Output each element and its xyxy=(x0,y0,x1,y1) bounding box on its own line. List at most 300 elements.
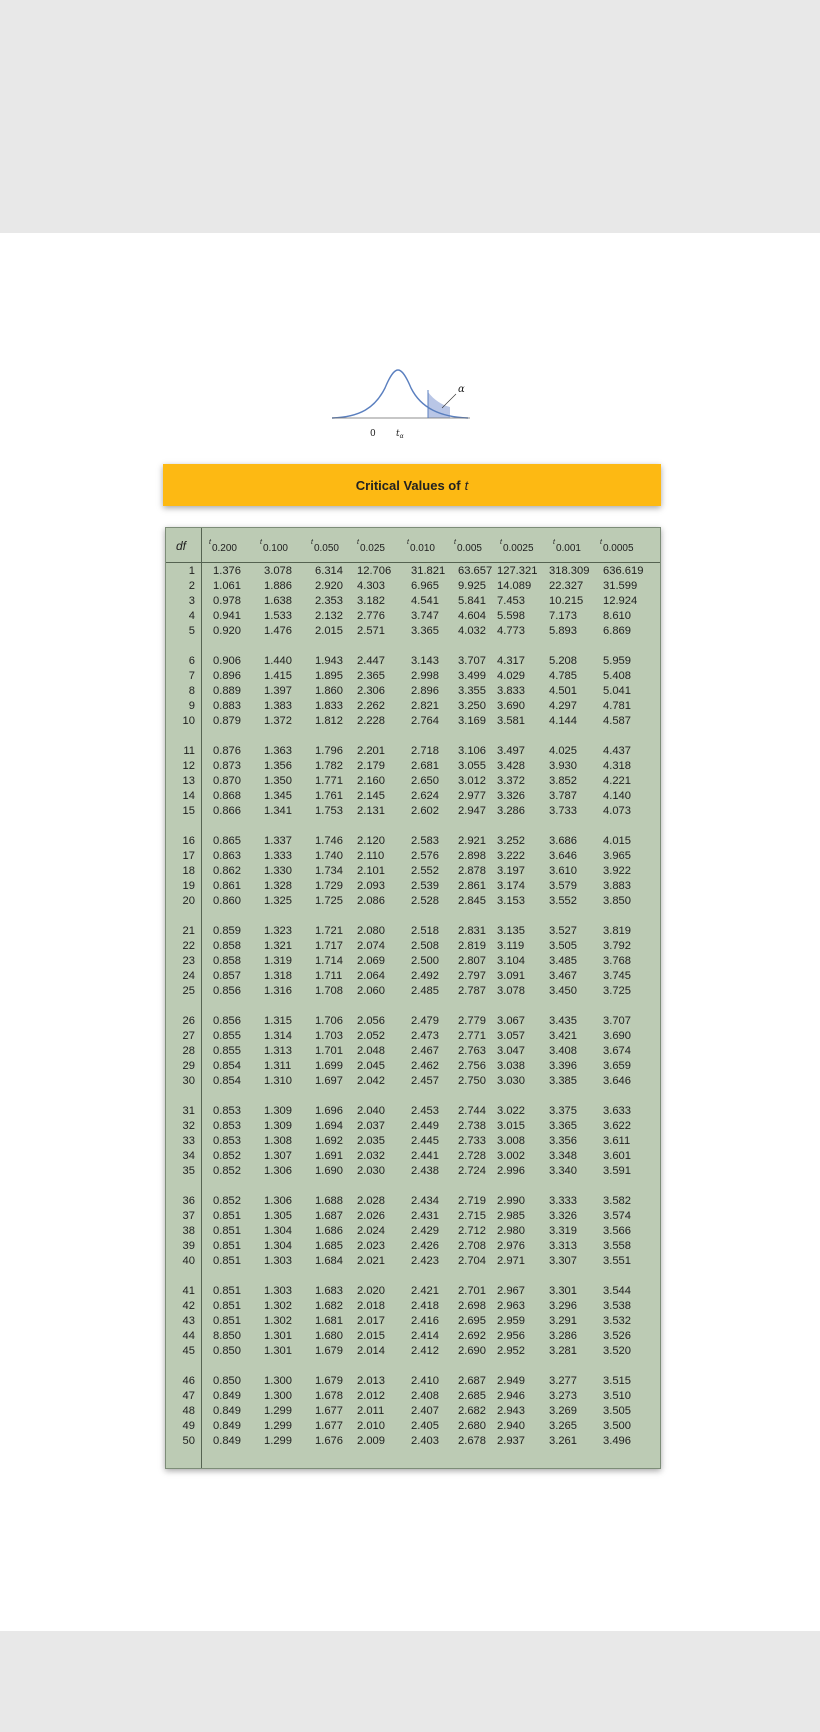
value-cell: 1.307 xyxy=(264,1150,292,1162)
value-cell: 2.485 xyxy=(411,985,439,997)
df-cell: 40 xyxy=(182,1255,195,1267)
value-cell: 4.025 xyxy=(549,745,577,757)
table-row xyxy=(166,1044,660,1059)
value-cell: 1.314 xyxy=(264,1030,292,1042)
value-cell: 2.052 xyxy=(357,1030,385,1042)
value-cell: 4.781 xyxy=(603,700,631,712)
df-cell: 23 xyxy=(182,955,195,967)
value-cell: 1.306 xyxy=(264,1195,292,1207)
value-cell: 3.119 xyxy=(497,940,525,952)
value-cell: 3.012 xyxy=(458,775,486,787)
value-cell: 2.695 xyxy=(458,1315,486,1327)
value-cell: 1.303 xyxy=(264,1255,292,1267)
value-cell: 4.317 xyxy=(497,655,525,667)
value-cell: 2.421 xyxy=(411,1285,439,1297)
df-cell: 5 xyxy=(188,625,195,637)
value-cell: 0.854 xyxy=(213,1075,241,1087)
table-row xyxy=(166,939,660,954)
value-cell: 3.408 xyxy=(549,1045,577,1057)
value-cell: 4.029 xyxy=(497,670,525,682)
value-cell: 2.996 xyxy=(497,1165,525,1177)
value-cell: 3.182 xyxy=(357,595,385,607)
value-cell: 2.963 xyxy=(497,1300,525,1312)
value-cell: 3.265 xyxy=(549,1420,577,1432)
df-cell: 43 xyxy=(182,1315,195,1327)
value-cell: 2.365 xyxy=(357,670,385,682)
value-cell: 3.286 xyxy=(497,805,525,817)
table-row xyxy=(166,759,660,774)
col-header: $^t_{0.001}$ xyxy=(553,539,581,554)
value-cell: 1.301 xyxy=(264,1345,292,1357)
value-cell: 3.307 xyxy=(549,1255,577,1267)
value-cell: 1.304 xyxy=(264,1240,292,1252)
value-cell: 3.002 xyxy=(497,1150,525,1162)
value-cell: 6.869 xyxy=(603,625,631,637)
table-row xyxy=(166,714,660,729)
df-header: df xyxy=(176,539,187,553)
value-cell: 3.421 xyxy=(549,1030,577,1042)
table-row xyxy=(166,879,660,894)
value-cell: 0.851 xyxy=(213,1315,241,1327)
value-cell: 1.310 xyxy=(264,1075,292,1087)
value-cell: 2.687 xyxy=(458,1375,486,1387)
value-cell: 2.015 xyxy=(357,1330,385,1342)
value-cell: 1.323 xyxy=(264,925,292,937)
row-group xyxy=(166,1284,660,1374)
df-cell: 14 xyxy=(182,790,195,802)
value-cell: 1.812 xyxy=(315,715,343,727)
value-cell: 2.407 xyxy=(411,1405,439,1417)
value-cell: 4.773 xyxy=(497,625,525,637)
table-row xyxy=(166,1104,660,1119)
value-cell: 3.883 xyxy=(603,880,631,892)
value-cell: 2.937 xyxy=(497,1435,525,1447)
value-cell: 2.650 xyxy=(411,775,439,787)
df-cell: 24 xyxy=(182,970,195,982)
value-cell: 2.037 xyxy=(357,1120,385,1132)
critical-values-table xyxy=(165,527,661,1469)
value-cell: 3.622 xyxy=(603,1120,631,1132)
value-cell: 0.851 xyxy=(213,1285,241,1297)
value-cell: 2.014 xyxy=(357,1345,385,1357)
value-cell: 0.859 xyxy=(213,925,241,937)
value-cell: 1.315 xyxy=(264,1015,292,1027)
value-cell: 2.011 xyxy=(357,1405,385,1417)
value-cell: 2.779 xyxy=(458,1015,486,1027)
table-row xyxy=(166,969,660,984)
value-cell: 3.792 xyxy=(603,940,631,952)
value-cell: 2.704 xyxy=(458,1255,486,1267)
df-cell: 34 xyxy=(182,1150,195,1162)
value-cell: 4.221 xyxy=(603,775,631,787)
value-cell: 2.453 xyxy=(411,1105,439,1117)
value-cell: 1.676 xyxy=(315,1435,343,1447)
value-cell: 0.849 xyxy=(213,1390,241,1402)
value-cell: 3.222 xyxy=(497,850,525,862)
value-cell: 2.680 xyxy=(458,1420,486,1432)
value-cell: 2.583 xyxy=(411,835,439,847)
value-cell: 3.291 xyxy=(549,1315,577,1327)
value-cell: 2.015 xyxy=(315,625,343,637)
value-cell: 2.048 xyxy=(357,1045,385,1057)
value-cell: 2.733 xyxy=(458,1135,486,1147)
value-cell: 0.852 xyxy=(213,1195,241,1207)
value-cell: 2.712 xyxy=(458,1225,486,1237)
value-cell: 1.330 xyxy=(264,865,292,877)
value-cell: 2.408 xyxy=(411,1390,439,1402)
value-cell: 1.696 xyxy=(315,1105,343,1117)
value-cell: 0.849 xyxy=(213,1405,241,1417)
value-cell: 2.819 xyxy=(458,940,486,952)
df-cell: 7 xyxy=(188,670,195,682)
value-cell: 7.173 xyxy=(549,610,577,622)
value-cell: 2.738 xyxy=(458,1120,486,1132)
value-cell: 2.080 xyxy=(357,925,385,937)
value-cell: 0.879 xyxy=(213,715,241,727)
value-cell: 5.208 xyxy=(549,655,577,667)
value-cell: 3.500 xyxy=(603,1420,631,1432)
value-cell: 3.047 xyxy=(497,1045,525,1057)
value-cell: 2.086 xyxy=(357,895,385,907)
value-cell: 3.527 xyxy=(549,925,577,937)
df-cell: 2 xyxy=(188,580,195,592)
value-cell: 1.761 xyxy=(315,790,343,802)
value-cell: 3.520 xyxy=(603,1345,631,1357)
value-cell: 3.532 xyxy=(603,1315,631,1327)
value-cell: 3.143 xyxy=(411,655,439,667)
df-cell: 15 xyxy=(182,805,195,817)
col-header: $^t_{0.100}$ xyxy=(260,539,288,554)
table-row xyxy=(166,804,660,819)
value-cell: 2.956 xyxy=(497,1330,525,1342)
value-cell: 2.414 xyxy=(411,1330,439,1342)
value-cell: 2.967 xyxy=(497,1285,525,1297)
df-cell: 50 xyxy=(182,1435,195,1447)
value-cell: 3.348 xyxy=(549,1150,577,1162)
value-cell: 2.896 xyxy=(411,685,439,697)
value-cell: 2.179 xyxy=(357,760,385,772)
value-cell: 2.690 xyxy=(458,1345,486,1357)
value-cell: 2.685 xyxy=(458,1390,486,1402)
value-cell: 0.857 xyxy=(213,970,241,982)
df-cell: 45 xyxy=(182,1345,195,1357)
value-cell: 127.321 xyxy=(497,565,538,577)
value-cell: 3.833 xyxy=(497,685,525,697)
value-cell: 3.435 xyxy=(549,1015,577,1027)
value-cell: 2.861 xyxy=(458,880,486,892)
value-cell: 1.711 xyxy=(315,970,343,982)
value-cell: 2.821 xyxy=(411,700,439,712)
value-cell: 3.674 xyxy=(603,1045,631,1057)
value-cell: 1.717 xyxy=(315,940,343,952)
value-cell: 1.678 xyxy=(315,1390,343,1402)
value-cell: 2.990 xyxy=(497,1195,525,1207)
value-cell: 1.304 xyxy=(264,1225,292,1237)
value-cell: 2.750 xyxy=(458,1075,486,1087)
value-cell: 3.078 xyxy=(264,565,292,577)
df-cell: 32 xyxy=(182,1120,195,1132)
value-cell: 3.965 xyxy=(603,850,631,862)
col-header: $^t_{0.050}$ xyxy=(311,539,339,554)
value-cell: 0.868 xyxy=(213,790,241,802)
value-cell: 2.949 xyxy=(497,1375,525,1387)
value-cell: 2.947 xyxy=(458,805,486,817)
value-cell: 3.558 xyxy=(603,1240,631,1252)
value-cell: 2.845 xyxy=(458,895,486,907)
value-cell: 2.552 xyxy=(411,865,439,877)
value-cell: 2.426 xyxy=(411,1240,439,1252)
value-cell: 2.985 xyxy=(497,1210,525,1222)
value-cell: 2.418 xyxy=(411,1300,439,1312)
col-header: $^t_{0.010}$ xyxy=(407,539,435,554)
title-symbol: t xyxy=(464,477,469,493)
value-cell: 3.015 xyxy=(497,1120,525,1132)
value-cell: 2.028 xyxy=(357,1195,385,1207)
value-cell: 1.677 xyxy=(315,1420,343,1432)
value-cell: 3.552 xyxy=(549,895,577,907)
value-cell: 1.376 xyxy=(213,565,241,577)
df-cell: 20 xyxy=(182,895,195,907)
value-cell: 1.833 xyxy=(315,700,343,712)
value-cell: 2.026 xyxy=(357,1210,385,1222)
value-cell: 8.850 xyxy=(213,1330,241,1342)
value-cell: 2.132 xyxy=(315,610,343,622)
value-cell: 2.528 xyxy=(411,895,439,907)
table-row xyxy=(166,1344,660,1359)
value-cell: 4.144 xyxy=(549,715,577,727)
value-cell: 1.886 xyxy=(264,580,292,592)
df-cell: 31 xyxy=(182,1105,195,1117)
value-cell: 63.657 xyxy=(458,565,493,577)
value-cell: 2.539 xyxy=(411,880,439,892)
value-cell: 3.356 xyxy=(549,1135,577,1147)
value-cell: 2.013 xyxy=(357,1375,385,1387)
value-cell: 3.574 xyxy=(603,1210,631,1222)
value-cell: 1.699 xyxy=(315,1060,343,1072)
value-cell: 31.599 xyxy=(603,580,638,592)
table-row xyxy=(166,1224,660,1239)
table-row xyxy=(166,579,660,594)
value-cell: 4.541 xyxy=(411,595,439,607)
col-header: $^t_{0.200}$ xyxy=(209,539,237,554)
value-cell: 3.601 xyxy=(603,1150,631,1162)
value-cell: 3.340 xyxy=(549,1165,577,1177)
table-row xyxy=(166,1074,660,1089)
value-cell: 2.708 xyxy=(458,1240,486,1252)
table-row xyxy=(166,1299,660,1314)
value-cell: 1.316 xyxy=(264,985,292,997)
value-cell: 2.012 xyxy=(357,1390,385,1402)
value-cell: 636.619 xyxy=(603,565,644,577)
value-cell: 3.030 xyxy=(497,1075,525,1087)
value-cell: 2.518 xyxy=(411,925,439,937)
col-header: $^t_{0.025}$ xyxy=(357,539,385,554)
value-cell: 3.581 xyxy=(497,715,525,727)
value-cell: 0.853 xyxy=(213,1105,241,1117)
value-cell: 3.690 xyxy=(603,1030,631,1042)
value-cell: 2.110 xyxy=(357,850,385,862)
value-cell: 3.745 xyxy=(603,970,631,982)
value-cell: 2.763 xyxy=(458,1045,486,1057)
table-row xyxy=(166,669,660,684)
value-cell: 3.707 xyxy=(603,1015,631,1027)
value-cell: 2.698 xyxy=(458,1300,486,1312)
value-cell: 1.301 xyxy=(264,1330,292,1342)
value-cell: 2.045 xyxy=(357,1060,385,1072)
df-cell: 4 xyxy=(188,610,195,622)
table-title xyxy=(163,464,661,506)
value-cell: 3.850 xyxy=(603,895,631,907)
value-cell: 2.030 xyxy=(357,1165,385,1177)
value-cell: 2.020 xyxy=(357,1285,385,1297)
table-row xyxy=(166,1314,660,1329)
table-row xyxy=(166,834,660,849)
df-cell: 19 xyxy=(182,880,195,892)
table-row xyxy=(166,924,660,939)
value-cell: 2.959 xyxy=(497,1315,525,1327)
table-row xyxy=(166,1404,660,1419)
value-cell: 2.764 xyxy=(411,715,439,727)
value-cell: 3.022 xyxy=(497,1105,525,1117)
value-cell: 0.854 xyxy=(213,1060,241,1072)
value-cell: 3.319 xyxy=(549,1225,577,1237)
value-cell: 1.302 xyxy=(264,1315,292,1327)
value-cell: 1.943 xyxy=(315,655,343,667)
row-group xyxy=(166,654,660,744)
value-cell: 3.450 xyxy=(549,985,577,997)
value-cell: 2.921 xyxy=(458,835,486,847)
value-cell: 2.412 xyxy=(411,1345,439,1357)
value-cell: 0.889 xyxy=(213,685,241,697)
value-cell: 0.858 xyxy=(213,940,241,952)
df-cell: 39 xyxy=(182,1240,195,1252)
df-cell: 1 xyxy=(188,565,195,577)
value-cell: 9.925 xyxy=(458,580,486,592)
table-row xyxy=(166,594,660,609)
value-cell: 3.551 xyxy=(603,1255,631,1267)
value-cell: 1.306 xyxy=(264,1165,292,1177)
value-cell: 1.341 xyxy=(264,805,292,817)
value-cell: 3.610 xyxy=(549,865,577,877)
value-cell: 1.734 xyxy=(315,865,343,877)
t-distribution-curve-figure xyxy=(330,368,490,442)
value-cell: 0.856 xyxy=(213,985,241,997)
value-cell: 2.724 xyxy=(458,1165,486,1177)
value-cell: 3.153 xyxy=(497,895,525,907)
value-cell: 2.035 xyxy=(357,1135,385,1147)
df-cell: 16 xyxy=(182,835,195,847)
value-cell: 12.706 xyxy=(357,565,392,577)
value-cell: 0.852 xyxy=(213,1165,241,1177)
value-cell: 1.311 xyxy=(264,1060,292,1072)
value-cell: 1.729 xyxy=(315,880,343,892)
value-cell: 3.930 xyxy=(549,760,577,772)
value-cell: 2.060 xyxy=(357,985,385,997)
value-cell: 1.721 xyxy=(315,925,343,937)
value-cell: 22.327 xyxy=(549,580,584,592)
value-cell: 2.405 xyxy=(411,1420,439,1432)
value-cell: 3.499 xyxy=(458,670,486,682)
value-cell: 1.895 xyxy=(315,670,343,682)
value-cell: 2.797 xyxy=(458,970,486,982)
value-cell: 1.321 xyxy=(264,940,292,952)
value-cell: 1.309 xyxy=(264,1120,292,1132)
value-cell: 3.396 xyxy=(549,1060,577,1072)
value-cell: 4.140 xyxy=(603,790,631,802)
value-cell: 2.262 xyxy=(357,700,385,712)
table-row xyxy=(166,654,660,669)
value-cell: 2.228 xyxy=(357,715,385,727)
value-cell: 1.677 xyxy=(315,1405,343,1417)
value-cell: 2.479 xyxy=(411,1015,439,1027)
value-cell: 1.476 xyxy=(264,625,292,637)
value-cell: 2.500 xyxy=(411,955,439,967)
value-cell: 3.008 xyxy=(497,1135,525,1147)
value-cell: 2.831 xyxy=(458,925,486,937)
value-cell: 2.423 xyxy=(411,1255,439,1267)
col-header: $^t_{0.005}$ xyxy=(454,539,482,554)
value-cell: 3.038 xyxy=(497,1060,525,1072)
value-cell: 2.042 xyxy=(357,1075,385,1087)
value-cell: 2.878 xyxy=(458,865,486,877)
value-cell: 1.686 xyxy=(315,1225,343,1237)
df-cell: 30 xyxy=(182,1075,195,1087)
value-cell: 2.718 xyxy=(411,745,439,757)
value-cell: 2.445 xyxy=(411,1135,439,1147)
value-cell: 0.851 xyxy=(213,1255,241,1267)
value-cell: 1.308 xyxy=(264,1135,292,1147)
row-group xyxy=(166,834,660,924)
value-cell: 1.682 xyxy=(315,1300,343,1312)
value-cell: 0.849 xyxy=(213,1420,241,1432)
value-cell: 2.009 xyxy=(357,1435,385,1447)
table-row xyxy=(166,789,660,804)
df-cell: 9 xyxy=(188,700,195,712)
value-cell: 6.314 xyxy=(315,565,343,577)
value-cell: 3.505 xyxy=(549,940,577,952)
value-cell: 1.683 xyxy=(315,1285,343,1297)
value-cell: 2.457 xyxy=(411,1075,439,1087)
table-row xyxy=(166,609,660,624)
value-cell: 3.819 xyxy=(603,925,631,937)
value-cell: 1.383 xyxy=(264,700,292,712)
df-cell: 29 xyxy=(182,1060,195,1072)
value-cell: 3.686 xyxy=(549,835,577,847)
table-row xyxy=(166,699,660,714)
value-cell: 3.333 xyxy=(549,1195,577,1207)
value-cell: 0.853 xyxy=(213,1120,241,1132)
value-cell: 1.679 xyxy=(315,1375,343,1387)
value-cell: 3.055 xyxy=(458,760,486,772)
value-cell: 1.697 xyxy=(315,1075,343,1087)
value-cell: 3.365 xyxy=(411,625,439,637)
table-header-row xyxy=(166,528,660,563)
df-cell: 37 xyxy=(182,1210,195,1222)
value-cell: 3.505 xyxy=(603,1405,631,1417)
value-cell: 3.591 xyxy=(603,1165,631,1177)
table-row xyxy=(166,1434,660,1449)
value-cell: 1.318 xyxy=(264,970,292,982)
value-cell: 1.328 xyxy=(264,880,292,892)
value-cell: 1.679 xyxy=(315,1345,343,1357)
table-row xyxy=(166,1014,660,1029)
df-cell: 17 xyxy=(182,850,195,862)
value-cell: 1.692 xyxy=(315,1135,343,1147)
df-cell: 12 xyxy=(182,760,195,772)
value-cell: 0.866 xyxy=(213,805,241,817)
df-cell: 48 xyxy=(182,1405,195,1417)
value-cell: 3.582 xyxy=(603,1195,631,1207)
